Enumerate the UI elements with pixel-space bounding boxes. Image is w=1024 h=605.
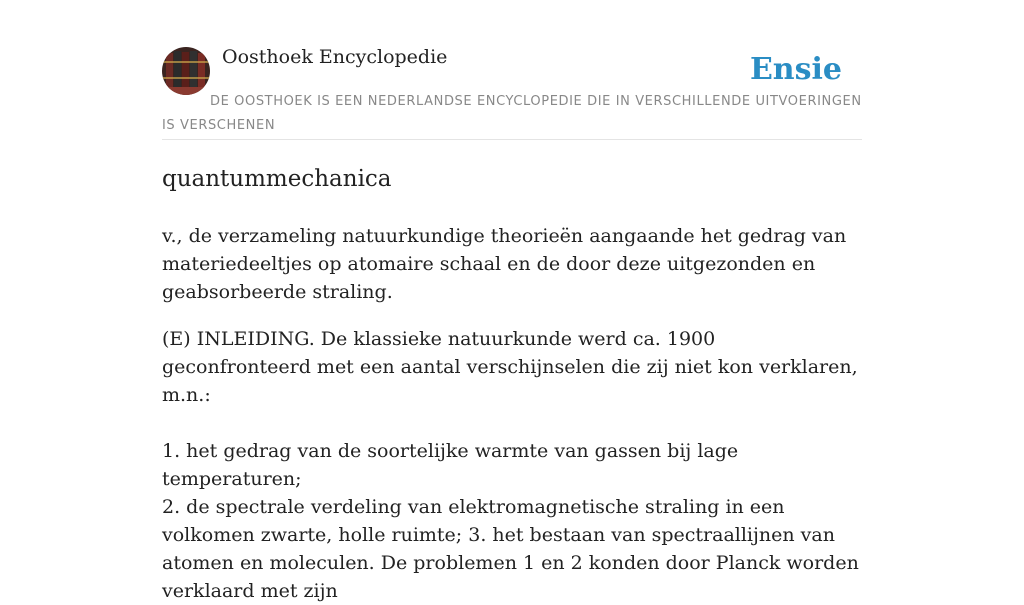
header-divider [162, 139, 862, 140]
entry-title: quantummechanica [162, 166, 392, 192]
site-title[interactable]: Oosthoek Encyclopedie [222, 46, 448, 68]
entry-intro: (E) INLEIDING. De klassieke natuurkunde werd ca. 1900 geconfronteerd met een aantal verschijnselen die zij niet kon verklaren, m.n.: [162, 328, 858, 406]
site-tagline: DE OOSTHOEK IS EEN NEDERLANDSE ENCYCLOPEDIE DIE IN VERSCHILLENDE UITVOERINGEN IS VERSCHENEN [162, 94, 862, 133]
entry-definition: v., de verzameling natuurkundige theorieën aangaande het gedrag van materiedeeltjes op atomaire schaal en de door deze uitgezonden en geabsorbeerde straling. [162, 225, 847, 303]
entry-point-2: 2. de spectrale verdeling van elektromagnetische straling in een volkomen zwarte, holle ruimte; 3. het bestaan van spectraallijnen van atomen en moleculen. De problemen 1 en 2 konden door Planck worden verklaard met zijn [162, 496, 859, 602]
paragraph-spacer [162, 409, 862, 437]
book-spines-icon[interactable] [162, 47, 210, 95]
site-header [162, 44, 862, 140]
entry-content [162, 162, 862, 605]
entry-point-1: 1. het gedrag van de soortelijke warmte van gassen bij lage temperaturen; [162, 440, 739, 490]
brand-logo[interactable]: Ensie [749, 52, 842, 87]
